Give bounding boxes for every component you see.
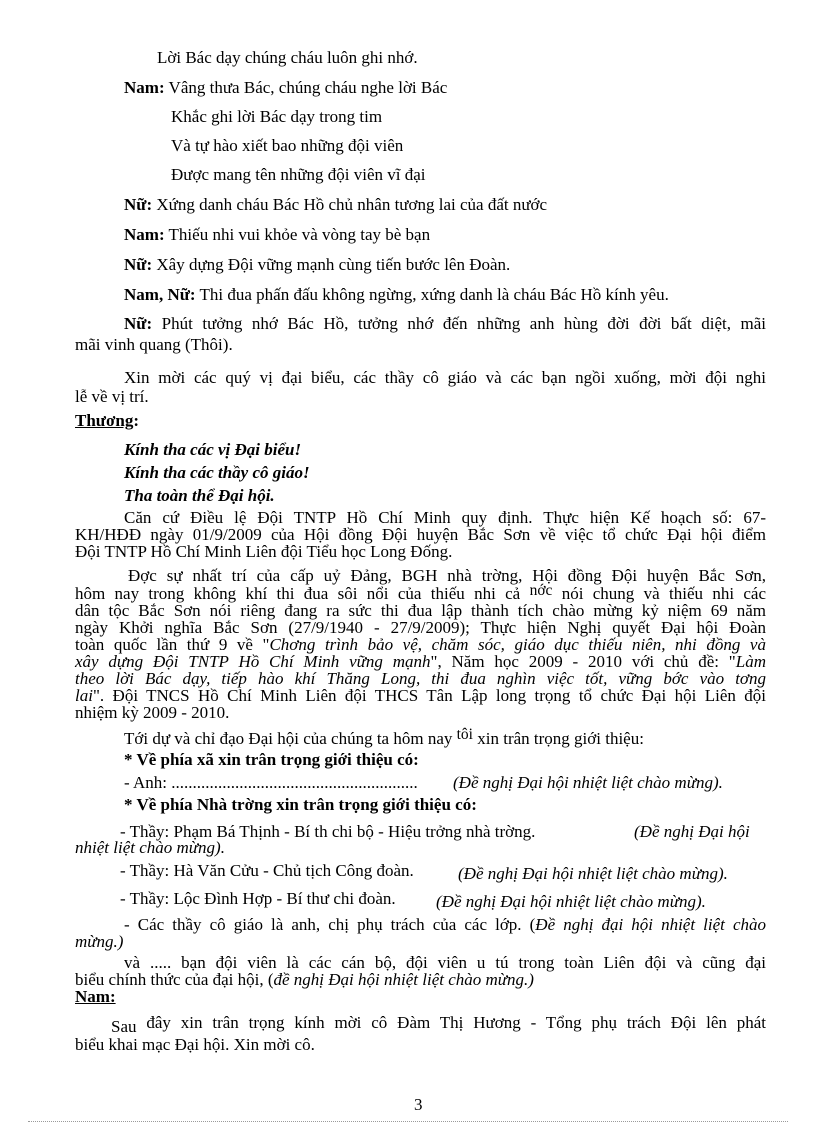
section-label (75, 411, 139, 431)
speaker-colon: : (133, 411, 140, 430)
paragraph-line: Đợc sự nhất trí của cấp uỷ Đảng, BGH nhà trờng, Hội đồng Đội huyện Bắc Sơn, (128, 566, 766, 585)
paragraph-line: ngày Khởi nghĩa Bắc Sơn (27/9/1940 - 27/9/2009); Thực hiện Nghị quyết Đại hội Đoàn (75, 618, 766, 637)
guest-line: và ..... bạn đội viên là các cán bộ, đội viên u tú trong toàn Liên đội và cũng đại (124, 953, 766, 972)
guest-line: - Thầy: Lộc Đình Hợp - Bí thư chi đoàn. (120, 889, 396, 908)
dialogue-line (124, 78, 447, 98)
dialogue-text: Xứng danh cháu Bác Hồ chủ nhân tương lai của đất nước (152, 195, 548, 214)
speaker-label: Nam: (124, 225, 165, 244)
guest-line: - Anh: .......................................................... (124, 773, 418, 792)
guest-note: (Đề nghị Đại hội nhiệt liệt chào mừng). (453, 773, 723, 792)
guest-line: - Thầy: Phạm Bá Thịnh - Bí th chi bộ - Hiệu trởng nhà trờng. (120, 822, 536, 841)
text-run: - Các thầy cô giáo là anh, chị phụ trách của các lớp. ( (124, 915, 536, 934)
verse-line: Lời Bác dạy chúng cháu luôn ghi nhớ. (157, 48, 418, 67)
text-run: tôi (456, 726, 473, 743)
dialogue-line (124, 195, 547, 215)
text-run: toàn quốc lần thứ 9 về " (75, 635, 270, 654)
guest-line: - Thầy: Hà Văn Cửu - Chủ tịch Công đoàn. (120, 861, 414, 880)
text-run: Làm (735, 652, 766, 671)
commune-heading: * Về phía xã xin trân trọng giới thiệu có: (124, 750, 419, 769)
greeting-line: Kính tha các vị Đại biểu! (124, 440, 302, 459)
text-run: ", Năm học 2009 - 2010 với chủ đề: " (430, 652, 736, 671)
paragraph-line: Đội TNTP Hồ Chí Minh Liên đội Tiểu học Long Đống. (75, 542, 453, 561)
dialogue-text: Phút tưởng nhớ Bác Hồ, tưởng nhớ đến những anh hùng đời đời bất diệt, mãi (152, 314, 766, 333)
school-heading: * Về phía Nhà trờng xin trân trọng giới thiệu có: (124, 795, 477, 814)
dialogue-text: Vâng thưa Bác, chúng cháu nghe lời Bác (164, 78, 448, 97)
text-run: lai (75, 686, 93, 705)
intro-line (124, 726, 644, 750)
text-run: hôm nay trong không khí thi đua sôi nổi của thiếu nhi cả (75, 584, 530, 603)
dialogue-continuation: mãi vinh quang (Thôi). (75, 335, 233, 354)
dialogue-line (124, 285, 669, 305)
paragraph-line: Căn cứ Điều lệ Đội TNTP Hồ Chí Minh quy định. Thực hiện Kế hoạch số: 67- (124, 508, 766, 527)
text-run: Tới dự và chỉ đạo Đại hội của chúng ta hôm nay (124, 729, 457, 748)
closing-line: biểu khai mạc Đại hội. Xin mời cô. (75, 1035, 315, 1054)
text-run: xin trân trọng giới thiệu: (473, 729, 644, 748)
text-run: đây xin trân trọng kính mời cô Đàm Thị Hương - Tổng phụ trách Đội lên phát (136, 1013, 766, 1032)
verse-line: Khắc ghi lời Bác dạy trong tim (171, 107, 383, 126)
closing-line (111, 1013, 766, 1036)
dialogue-line (124, 255, 510, 275)
dialogue-line (124, 314, 766, 334)
text-run: xây dựng Đội TNTP Hồ Chí Minh vững mạnh (75, 652, 431, 671)
speaker-label: Nam: (124, 78, 165, 97)
invite-line: lễ về vị trí. (75, 387, 149, 406)
text-run: nói chung và thiếu nhi các (552, 584, 767, 603)
guest-note: (Đề nghị Đại hội nhiệt liệt chào mừng). (436, 892, 706, 911)
dialogue-line (124, 225, 430, 245)
guest-note: nhiệt liệt chào mừng). (75, 838, 225, 857)
guest-note: (Đề nghị Đại hội nhiệt liệt chào mừng). (458, 864, 728, 883)
verse-line: Và tự hào xiết bao những đội viên (171, 136, 404, 155)
text-run: ". Đội TNCS Hồ Chí Minh Liên đội THCS Tân Lập long trọng tổ chức Đại hội Liên đội (92, 686, 766, 705)
speaker-label: Nữ: (124, 195, 153, 214)
dialogue-text: Xây dựng Đội vững mạnh cùng tiến bước lên Đoàn. (152, 255, 511, 274)
guest-note: mừng.) (75, 932, 124, 951)
dialogue-text: Thiếu nhi vui khỏe và vòng tay bè bạn (164, 225, 431, 244)
guest-line (75, 970, 534, 989)
guest-note: Đề nghị đại hội nhiệt liệt chào (535, 915, 766, 934)
verse-line: Được mang tên những đội viên vĩ đại (171, 165, 426, 184)
paragraph-line: KH/HĐĐ ngày 01/9/2009 của Hội đồng Đội huyện Bắc Sơn về việc tổ chức Đại hội điểm (75, 525, 766, 544)
text-run: nớc (529, 582, 553, 599)
guest-note: (Đề nghị Đại hội (634, 822, 750, 841)
speaker-name: Thương (75, 411, 134, 430)
speaker-label: Nam, Nữ: (124, 285, 196, 304)
greeting-line: Tha toàn thể Đại hội. (124, 486, 275, 505)
paragraph-line: theo lời Bác dạy, tiếp hào khí Thăng Long, thi đua nghìn việc tốt, vững bớc vào tơng (75, 669, 766, 688)
text-run: biểu chính thức của đại hội, ( (75, 970, 274, 989)
speaker-label: Nữ: (124, 255, 153, 274)
speaker-label: Nữ: (124, 314, 153, 333)
paragraph-line: dân tộc Bắc Sơn nói riêng đang ra sức thi đua lập thành tích chào mừng kỷ niệm 69 năm (75, 601, 766, 620)
text-run: Chơng trình bảo vệ, chăm sóc, giáo dục thiếu niên, nhi đồng và (269, 635, 766, 654)
page-number: 3 (414, 1095, 423, 1114)
invite-line: Xin mời các quý vị đại biểu, các thầy cô giáo và các bạn ngồi xuống, mời đội nghi (124, 368, 766, 387)
paragraph-line: nhiệm kỳ 2009 - 2010. (75, 703, 230, 722)
greeting-line: Kính tha các thầy cô giáo! (124, 463, 310, 482)
footer-divider (28, 1121, 788, 1122)
dialogue-text: Thi đua phấn đấu không ngừng, xứng danh là cháu Bác Hồ kính yêu. (195, 285, 669, 304)
speaker-label: Nam: (75, 987, 116, 1006)
guest-line (124, 915, 766, 935)
text-run: Sau (111, 1017, 137, 1036)
guest-note: đề nghị Đại hội nhiệt liệt chào mừng.) (273, 970, 534, 989)
